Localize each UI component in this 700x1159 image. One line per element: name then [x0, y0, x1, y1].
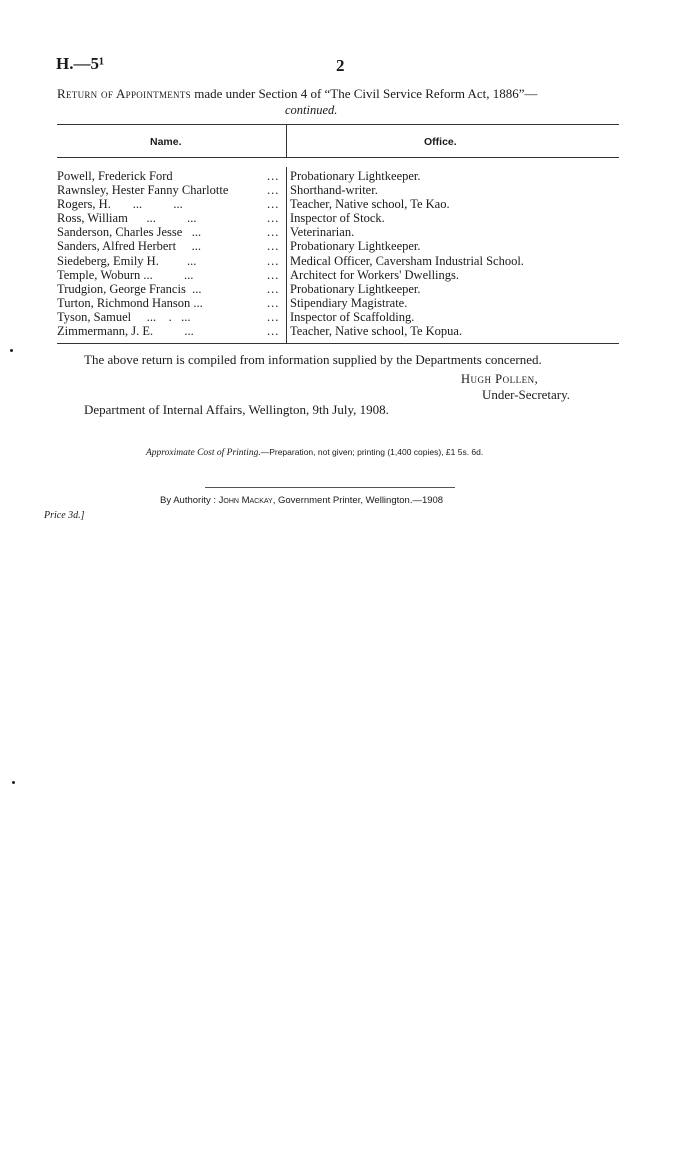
office-title: Probationary Lightkeeper.	[290, 281, 421, 296]
appointee-name: Rogers, H. ... ...	[57, 197, 183, 212]
appointee-name: Sanderson, Charles Jesse ...	[57, 225, 202, 240]
header-divider	[286, 125, 287, 157]
appointee-name: Temple, Woburn ... ...	[57, 267, 194, 282]
leader-dots: ...	[267, 197, 280, 212]
table-row	[57, 169, 617, 183]
table-top-rule	[57, 124, 619, 125]
title-main: made under Section 4 of “The Civil Service Reform Act, 1886”—	[190, 86, 538, 101]
appointee-name: Zimmermann, J. E. ...	[57, 324, 194, 339]
department-line: Department of Internal Affairs, Wellington, 9th July, 1908.	[84, 402, 389, 417]
appointee-name: Siedeberg, Emily H. ...	[57, 253, 197, 268]
table-row	[57, 282, 617, 296]
leader-dots: ...	[267, 183, 280, 198]
office-title: Veterinarian.	[290, 225, 355, 240]
office-title: Architect for Workers' Dwellings.	[290, 267, 460, 282]
table-row	[57, 225, 617, 239]
cost-text: —Preparation, not given; printing (1,400 copies), £1 5s. 6d.	[260, 447, 484, 457]
office-title: Inspector of Scaffolding.	[290, 309, 415, 324]
scan-speck	[12, 781, 15, 784]
leader-dots: ...	[267, 324, 280, 339]
appointee-name: Rawnsley, Hester Fanny Charlotte	[57, 183, 229, 198]
price: Price 3d.]	[44, 510, 85, 521]
title-prefix: Return of Appointments	[57, 86, 191, 101]
table-row	[57, 197, 617, 211]
page-number: 2	[336, 56, 345, 75]
leader-dots: ...	[267, 295, 280, 310]
office-title: Stipendiary Magistrate.	[290, 295, 408, 310]
signatory-title: Under-Secretary.	[482, 387, 571, 402]
cost-label: Approximate Cost of Printing.	[146, 448, 261, 458]
title-continued: continued.	[285, 103, 338, 117]
header-bottom-rule	[57, 157, 619, 158]
signatory-name: Hugh Pollen,	[461, 372, 539, 386]
compiled-note: The above return is compiled from information supplied by the Departments concerned.	[84, 352, 542, 367]
leader-dots: ...	[267, 281, 280, 296]
office-title: Inspector of Stock.	[290, 211, 385, 226]
table-row	[57, 183, 617, 197]
table-body	[57, 169, 617, 338]
appointee-name: Turton, Richmond Hanson ...	[57, 295, 203, 310]
leader-dots: ...	[267, 239, 280, 254]
table-row	[57, 211, 617, 225]
leader-dots: ...	[267, 309, 280, 324]
leader-dots: ...	[267, 169, 280, 183]
column-header-name: Name.	[150, 136, 182, 148]
appointee-name: Trudgion, George Francis ...	[57, 281, 202, 296]
table-row	[57, 310, 617, 324]
appointee-name: Tyson, Samuel ... . ...	[57, 309, 191, 324]
printing-cost	[146, 447, 483, 458]
table-row	[57, 296, 617, 310]
page-title	[57, 86, 627, 102]
document-reference: H.—5¹	[56, 54, 105, 73]
office-title: Teacher, Native school, Te Kao.	[290, 197, 450, 212]
table-bottom-rule	[57, 343, 619, 344]
office-title: Probationary Lightkeeper.	[290, 239, 421, 254]
leader-dots: ...	[267, 267, 280, 282]
authority-rule	[205, 487, 455, 488]
appointee-name: Ross, William ... ...	[57, 211, 197, 226]
scan-speck	[10, 349, 13, 352]
leader-dots: ...	[267, 253, 280, 268]
table-row	[57, 254, 617, 268]
office-title: Medical Officer, Caversham Industrial School.	[290, 253, 524, 268]
authority-name: John Mackay	[218, 495, 273, 506]
column-header-office: Office.	[424, 136, 457, 148]
printer-authority	[160, 495, 443, 506]
table-row	[57, 239, 617, 253]
table-row	[57, 268, 617, 282]
office-title: Teacher, Native school, Te Kopua.	[290, 324, 463, 339]
leader-dots: ...	[267, 225, 280, 240]
office-title: Shorthand-writer.	[290, 183, 378, 198]
authority-suffix: , Government Printer, Wellington.—1908	[272, 495, 444, 506]
office-title: Probationary Lightkeeper.	[290, 169, 421, 183]
authority-prefix: By Authority :	[160, 495, 219, 506]
appointee-name: Sanders, Alfred Herbert ...	[57, 239, 202, 254]
leader-dots: ...	[267, 211, 280, 226]
appointee-name: Powell, Frederick Ford	[57, 169, 173, 183]
table-row	[57, 324, 617, 338]
